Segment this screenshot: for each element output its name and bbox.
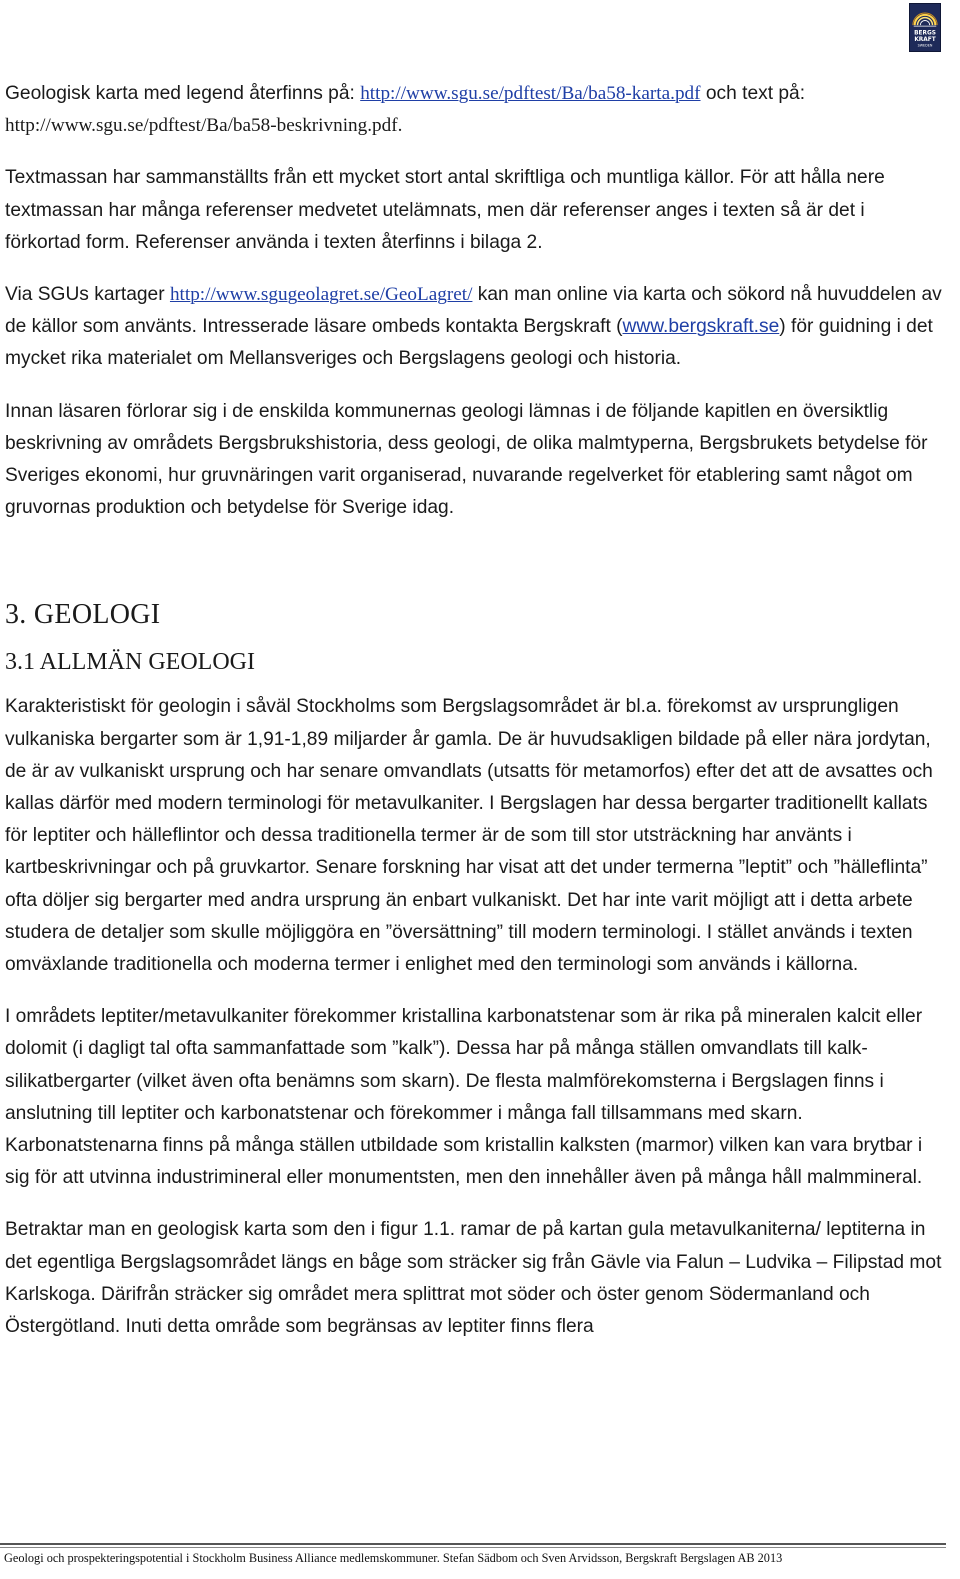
logo-text-line-3: SWEDEN: [917, 43, 933, 48]
chapter-heading: 3. GEOLOGI: [5, 599, 161, 631]
paragraph-sgu-maps: [5, 279, 943, 376]
p1-text-2: och text på:: [700, 83, 806, 104]
footer-rule-thin: [0, 1547, 946, 1548]
section-spacer: [5, 544, 943, 597]
link-geolagret[interactable]: http://www.sgugeolagret.se/GeoLagret/: [169, 284, 473, 306]
paragraph-overview: Innan läsaren förlorar sig i de enskilda kommunernas geologi lämnas i de följande kapitlen en översiktlig beskrivning av områdets Bergsbrukshistoria, dess geologi, de olika malmtyperna, Bergsbrukets betydelse för Sveriges ekonomi, hur gruvnäringen varit organiserad, nuvarande regelverket för etablering samt något om gruvornas produktion och betydelse för Sverige idag.: [5, 400, 928, 519]
paragraph-sources: Textmassan har sammanställts från ett mycket stort antal skriftliga och muntliga källor. För att hålla nere textmassan har många referenser medvetet utelämnats, men där referenser anges i texten så är det i förkortad form. Referenser använda i texten återfinns i bilaga 2.: [5, 167, 885, 253]
section-heading: 3.1 ALLMÄN GEOLOGI: [5, 649, 255, 676]
link-bergskraft[interactable]: www.bergskraft.se: [622, 316, 780, 338]
logo-text-line-1: BERGS: [914, 30, 936, 37]
logo-text-line-2: KRAFT: [914, 37, 936, 44]
paragraph-geologic-map: Betraktar man en geologisk karta som den i figur 1.1. ramar de på kartan gula metavulkaniterna/ leptiterna in det egentliga Bergslagsområdet längs en båge som sträcker sig från Gävle via Falun – Ludvika – Filipstad mot Karlskoga. Därifrån sträcker sig området mera splittrat mot söder och öster genom Södermanland och Östergötland. Inuti detta område som begränsas av leptiter finns flera: [5, 1219, 942, 1338]
page-footer: Geologi och prospekteringspotential i Stockholm Business Alliance medlemskommuner. Stefan Sädbom och Sven Arvidsson, Bergskraft Bergslagen AB 2013: [4, 1551, 783, 1565]
footer-rule: [0, 1543, 946, 1545]
bergskraft-logo: [909, 3, 941, 52]
link-karta-pdf[interactable]: http://www.sgu.se/pdftest/Ba/ba58-karta.pdf: [360, 83, 701, 104]
p3-text-1: Via SGUs kartager: [5, 284, 170, 306]
p3-text-3: ) för guidning i det mycket rika materialet om Mellansveriges och Bergslagens geologi och historia.: [5, 316, 933, 370]
paragraph-map-links: [5, 78, 943, 142]
main-content: [5, 78, 943, 1363]
logo-graphic: [910, 4, 940, 51]
p3-text-2: kan man online via karta och sökord nå huvuddelen av de källor som använts. Intresserade läsare ombeds kontakta Bergskraft (: [5, 284, 942, 338]
p1-text-1: Geologisk karta med legend återfinns på:: [5, 83, 361, 104]
link-beskrivning-pdf[interactable]: http://www.sgu.se/pdftest/Ba/ba58-beskrivning.pdf.: [5, 115, 403, 137]
paragraph-carbonate-rocks: I områdets leptiter/metavulkaniter förekommer kristallina karbonatstenar som är rika på mineralen kalcit eller dolomit (i dagligt tal ofta sammanfattade som ”kalk”). Dessa har på många ställen omvandlats till kalk-silikatbergarter (vilket även ofta benämns som skarn). De flesta malmförekomsterna i Bergslagen finns i anslutning till leptiter och karbonatstenar och förekommer i många fall tillsammans med skarn. Karbonatstenarna finns på många ställen utbildade som kristallin kalksten (marmor) vilken kan vara brytbar i sig för att utvinna industrimineral eller monumentsten, men den innehåller även på många håll malmmineral.: [5, 1006, 923, 1189]
paragraph-volcanic-rocks: Karakteristiskt för geologin i såväl Stockholms som Bergslagsområdet är bl.a. förekomst av ursprungligen vulkaniska bergarter som är 1,91-1,89 miljarder år gamla. De är huvudsakligen bildade på eller nära jordytan, de är av vulkaniskt ursprung och har senare omvandlats (utsatts för metamorfos) efter det att de avsattes och kallas därför med modern terminologi för metavulkaniter. I Bergslagen har dessa bergarter traditionellt kallats för leptiter och hälleflintor och dessa traditionella termer är de som till stor utsträckning har använts i kartbeskrivningar och på gruvkartor. Senare forskning har visat att det under termerna ”leptit” och ”hälleflinta” ofta döljer sig bergarter med andra ursprung än enbart vulkaniskt. Det har inte varit möjligt att i detta arbete studera de detaljer som skulle möjliggöra en ”översättning” till modern terminologi. I stället används i texten omväxlande traditionella och moderna termer i enlighet med den terminologi som används i källorna.: [5, 696, 933, 976]
